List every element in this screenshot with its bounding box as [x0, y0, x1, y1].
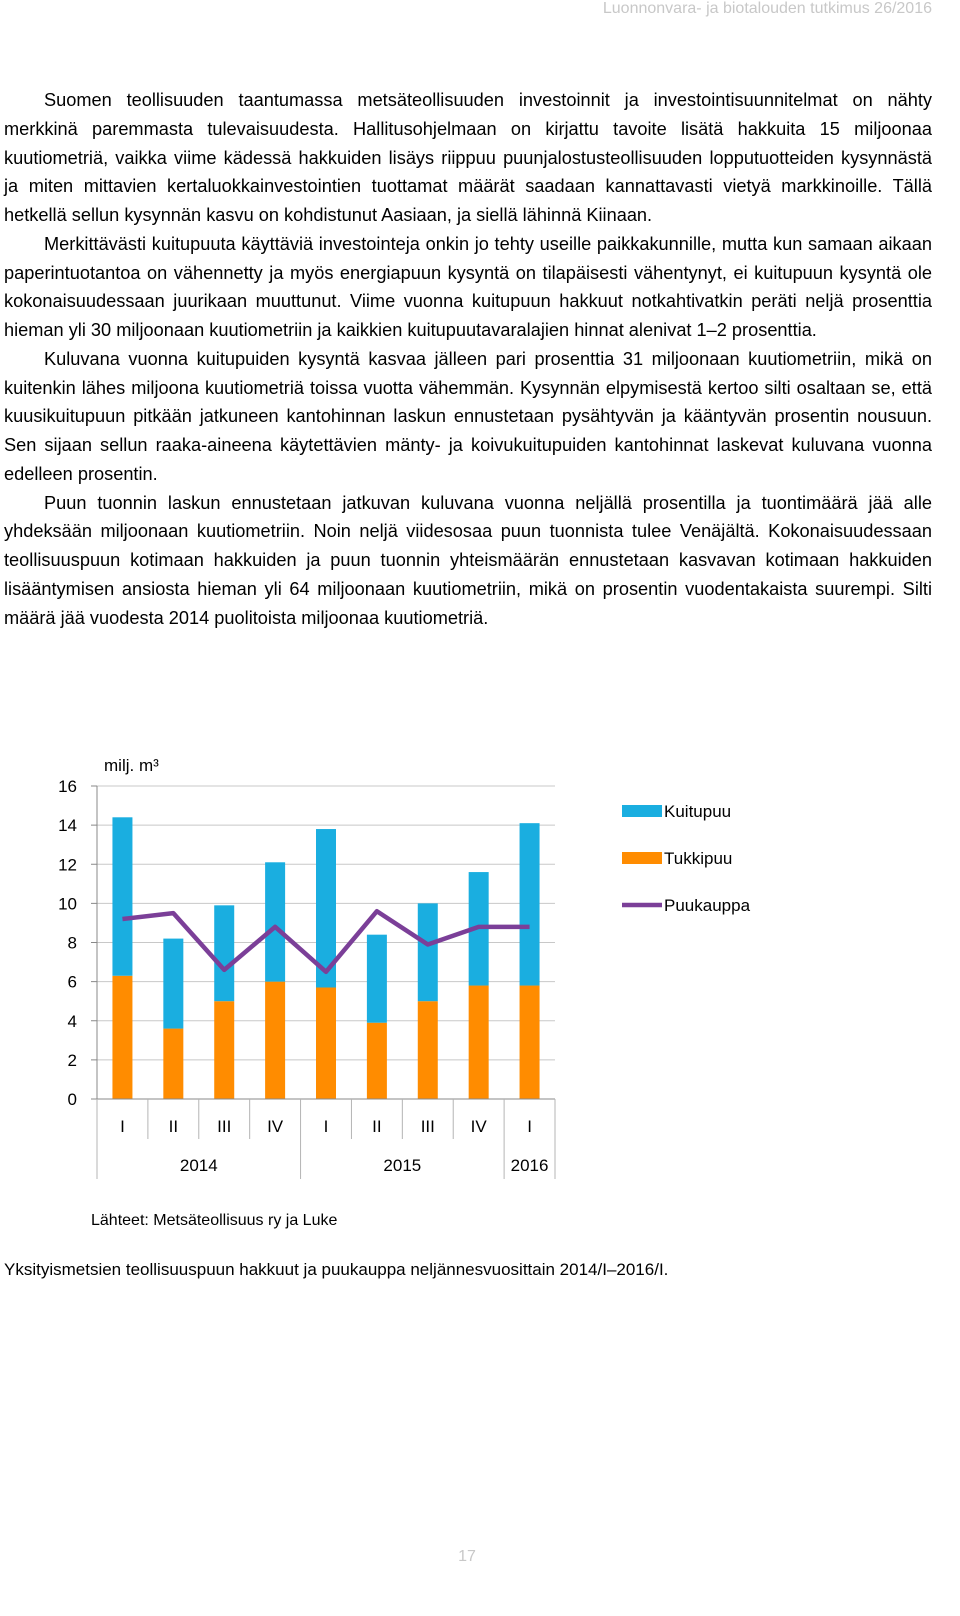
page-number: 17 [458, 1548, 476, 1565]
y-tick-label: 10 [58, 894, 77, 914]
legend-swatch-kuitupuu [622, 805, 662, 817]
y-tick-label: 2 [67, 1050, 77, 1070]
bar-tukkipuu [316, 987, 336, 1099]
chart-source: Lähteet: Metsäteollisuus ry ja Luke [91, 1212, 338, 1229]
bar-tukkipuu [163, 1029, 183, 1099]
x-tick-label: I [527, 1117, 532, 1136]
legend-label: Puukauppa [664, 896, 751, 915]
x-tick-label: III [217, 1117, 232, 1136]
bar-kuitupuu [367, 935, 387, 1023]
y-unit-label: milj. m³ [104, 756, 159, 775]
legend-label: Kuitupuu [664, 802, 732, 821]
paragraph-4: Puun tuonnin laskun ennustetaan jatkuvan kuluvana vuonna neljällä prosentilla ja tuontimäärä jää alle yhdeksään miljoonaan kuutiometriin. Noin neljä viidesosaa puun tuonnista tulee Venäjältä. Kokonaisuudessaan teollisuuspuun kotimaan hakkuiden ja puun tuonnin yhteismäärän ennustetaan kasvavan kotimaan hakkuiden lisääntymisen ansiosta hieman yli 64 miljoonaan kuutiometriin, mikä on prosentin vuodentakaista suurempi. Silti määrä jää vuodesta 2014 puolitoista miljoonaa kuutiometriä. [4, 492, 932, 628]
bar-tukkipuu [469, 986, 489, 1099]
bar-tukkipuu [265, 982, 285, 1099]
x-tick-label: I [120, 1117, 125, 1136]
y-tick-label: 12 [58, 855, 77, 875]
y-tick-label: 4 [67, 1011, 77, 1031]
body-text [4, 86, 932, 632]
running-header: Luonnonvara- ja biotalouden tutkimus 26/2016 [602, 0, 932, 17]
x-tick-label: III [420, 1117, 435, 1136]
bar-kuitupuu [418, 903, 438, 1001]
x-tick-label: IV [267, 1117, 284, 1136]
paragraph-1: Suomen teollisuuden taantumassa metsäteollisuuden investoinnit ja investointisuunnitelmat on nähty merkkinä paremmasta tulevaisuudesta. Hallitusohjelmaan on kirjattu tavoite lisätä hakkuita 15 miljoonaa kuutiometriä, vaikka viime kädessä hakkuiden lisäys riippuu puunjalostusteollisuuden lopputuotteiden kysynnästä ja miten mittavien kertaluokkainvestointien tuottamat määrät saadaan kannattavasti vietyä markkinoille. Tällä hetkellä sellun kysynnän kasvu on kohdistunut Aasiaan, ja siellä lähinnä Kiinaan. [4, 90, 932, 225]
x-tick-label: IV [470, 1117, 487, 1136]
year-label: 2016 [510, 1156, 549, 1175]
y-tick-label: 16 [58, 777, 77, 796]
y-tick-label: 14 [58, 816, 77, 836]
legend-swatch-tukkipuu [622, 852, 662, 864]
y-tick-label: 8 [67, 933, 77, 953]
bar-tukkipuu [520, 986, 540, 1099]
bar-kuitupuu [112, 817, 132, 975]
x-tick-label: II [168, 1117, 179, 1136]
year-label: 2015 [383, 1156, 422, 1175]
stacked-bar-chart [0, 745, 960, 1195]
x-tick-label: II [372, 1117, 382, 1136]
bar-kuitupuu [163, 939, 183, 1029]
x-tick-label: I [323, 1117, 329, 1136]
bar-kuitupuu [520, 823, 540, 985]
y-tick-label: 0 [67, 1090, 77, 1109]
bar-tukkipuu [214, 1001, 234, 1099]
year-label: 2014 [179, 1156, 218, 1175]
paragraph-3: Kuluvana vuonna kuitupuiden kysyntä kasvaa jälleen pari prosenttia 31 miljoonaan kuutiometriin, mikä on kuitenkin lähes miljoona kuutiometriä toissa vuotta vähemmän. Kysynnän elpymisestä kertoo silti osaltaan se, että kuusikuitupuun pitkään jatkuneen kantohinnan laskun ennustetaan pysähtyvän ja kääntyvän prosentin nousuun. Sen sijaan sellun raaka-aineena käytettävien mänty- ja koivukuitupuiden kantohinnat laskevat kuluvana vuonna edelleen prosentin. [4, 348, 932, 484]
bar-tukkipuu [112, 976, 132, 1099]
y-tick-label: 6 [67, 972, 77, 992]
bar-kuitupuu [265, 862, 285, 981]
paragraph-2: Merkittävästi kuitupuuta käyttäviä investointeja onkin jo tehty useille paikkakunnille, mutta kun samaan aikaan paperintuotantoa on vähennetty ja myös energiapuun kysyntä on tilapäisesti vähentynyt, ei kuitupuun kysyntä ole kokonaisuudessaan juurikaan muuttunut. Viime vuonna kuitupuun hakkuut notkahtivatkin peräti neljä prosenttia hieman yli 30 miljoonaan kuutiometriin ja kaikkien kuitupuutavaralajien hinnat alenivat 1–2 prosenttia. [4, 233, 932, 340]
figure-caption: Yksityismetsien teollisuuspuun hakkuut ja puukauppa neljännesvuosittain 2014/I–2016/I. [4, 1260, 669, 1279]
bar-kuitupuu [214, 905, 234, 1001]
bar-tukkipuu [367, 1023, 387, 1099]
chart-figure [0, 745, 960, 1195]
bar-tukkipuu [418, 1001, 438, 1099]
legend-label: Tukkipuu [664, 849, 733, 868]
